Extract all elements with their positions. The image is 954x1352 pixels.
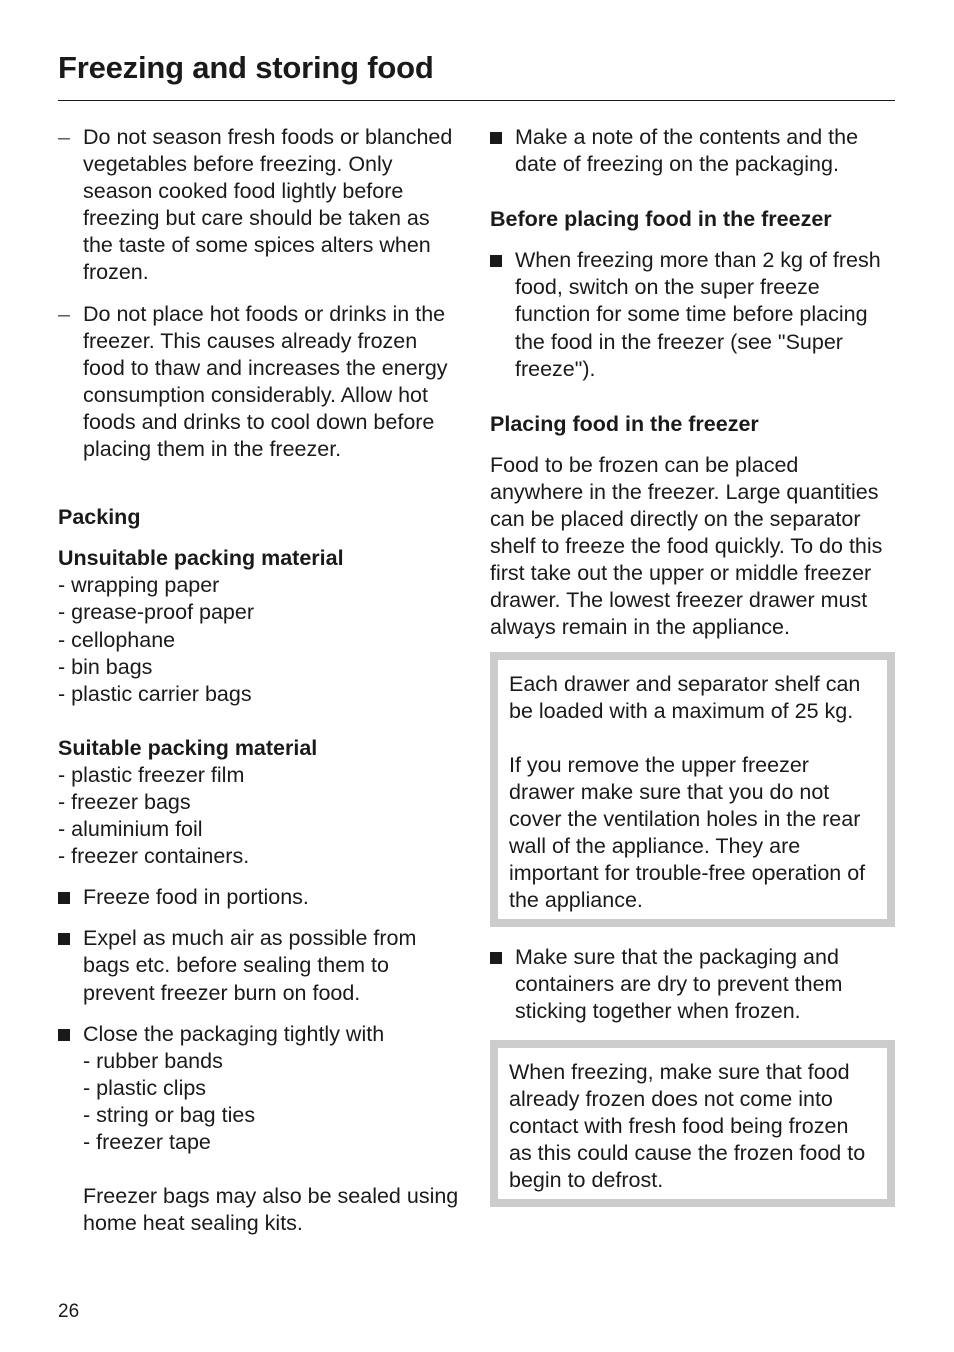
dash-marker: – xyxy=(58,301,70,326)
page-title: Freezing and storing food xyxy=(58,50,434,85)
bullet-text: Make sure that the packaging and containers are dry to prevent them sticking together when frozen. xyxy=(515,945,843,1024)
left-column xyxy=(58,124,463,1251)
note-box-defrost xyxy=(490,1040,895,1207)
list-item: - plastic freezer film xyxy=(58,762,245,787)
packing-heading: Packing xyxy=(58,505,141,530)
list-item: - wrapping paper xyxy=(58,573,220,598)
bullet-portions xyxy=(58,884,463,911)
list-item: - grease-proof paper xyxy=(58,600,254,625)
square-bullet-icon xyxy=(490,255,502,267)
unsuitable-list xyxy=(58,572,463,707)
placing-paragraph: Food to be frozen can be placed anywhere in the freezer. Large quantities can be placed directly on the separator shelf to freeze the food quickly. To do this first take out the upper or middle freezer drawer. The lowest freezer drawer must always remain in the appliance. xyxy=(490,452,883,640)
dash-item-season xyxy=(58,124,463,287)
note-text: If you remove the upper freezer drawer make sure that you do not cover the ventilation holes in the rear wall of the appliance. They are important for trouble-free operation of the appliance. xyxy=(509,752,866,913)
list-item: - freezer bags xyxy=(58,789,191,814)
square-bullet-icon xyxy=(490,132,502,144)
placing-heading: Placing food in the freezer xyxy=(490,411,759,436)
list-item: - freezer tape xyxy=(83,1130,211,1154)
bullet-dry-packaging xyxy=(490,944,895,1025)
list-item: - aluminium foil xyxy=(58,817,203,842)
list-item: - freezer containers. xyxy=(58,844,250,869)
bullet-close-packaging xyxy=(58,1021,463,1238)
square-bullet-icon xyxy=(490,952,502,964)
list-item: - plastic clips xyxy=(83,1075,207,1100)
seal-note: Freezer bags may also be sealed using home heat sealing kits. xyxy=(83,1184,459,1236)
bullet-text: Close the packaging tightly with xyxy=(83,1021,385,1046)
dash-item-text: Do not place hot foods or drinks in the freezer. This causes already frozen food to thaw and increases the energy consumption considerably. Allow hot foods and drinks to cool down before placing them in the freezer. xyxy=(83,301,448,462)
dash-marker: – xyxy=(58,125,70,149)
square-bullet-icon xyxy=(58,933,70,945)
note-text: Each drawer and separator shelf can be loaded with a maximum of 25 kg. xyxy=(509,671,861,723)
unsuitable-heading: Unsuitable packing material xyxy=(58,546,344,571)
bullet-text: When freezing more than 2 kg of fresh food, switch on the super freeze function for some time before placing the food in the freezer (see "Super freeze"). xyxy=(515,248,881,381)
right-column xyxy=(490,124,895,1224)
page-number: 26 xyxy=(58,1301,80,1322)
square-bullet-icon xyxy=(58,1029,70,1041)
title-divider xyxy=(58,100,895,101)
list-item: - string or bag ties xyxy=(83,1102,256,1127)
list-item: - plastic carrier bags xyxy=(58,681,252,706)
note-text: When freezing, make sure that food already frozen does not come into contact with fresh food being frozen as this could cause the frozen food to begin to defrost. xyxy=(509,1059,866,1192)
note-box-load xyxy=(490,652,895,928)
square-bullet-icon xyxy=(58,892,70,904)
bullet-text: Freeze food in portions. xyxy=(83,885,309,910)
list-item: - rubber bands xyxy=(83,1048,223,1073)
suitable-heading: Suitable packing material xyxy=(58,735,318,760)
before-placing-heading: Before placing food in the freezer xyxy=(490,207,832,232)
bullet-text: Make a note of the contents and the date of freezing on the packaging. xyxy=(515,125,859,177)
list-item: - cellophane xyxy=(58,627,176,652)
bullet-text: Expel as much air as possible from bags etc. before sealing them to prevent freezer burn on food. xyxy=(83,926,417,1005)
list-item: - bin bags xyxy=(58,654,153,679)
dash-item-hot-foods xyxy=(58,301,463,464)
bullet-super-freeze xyxy=(490,247,895,382)
suitable-list xyxy=(58,762,463,870)
bullet-expel-air xyxy=(58,925,463,1006)
dash-item-text: Do not season fresh foods or blanched vegetables before freezing. Only season cooked food lightly before freezing but care should be taken as the taste of some spices alters when frozen. xyxy=(83,125,453,285)
bullet-note-contents xyxy=(490,124,895,178)
